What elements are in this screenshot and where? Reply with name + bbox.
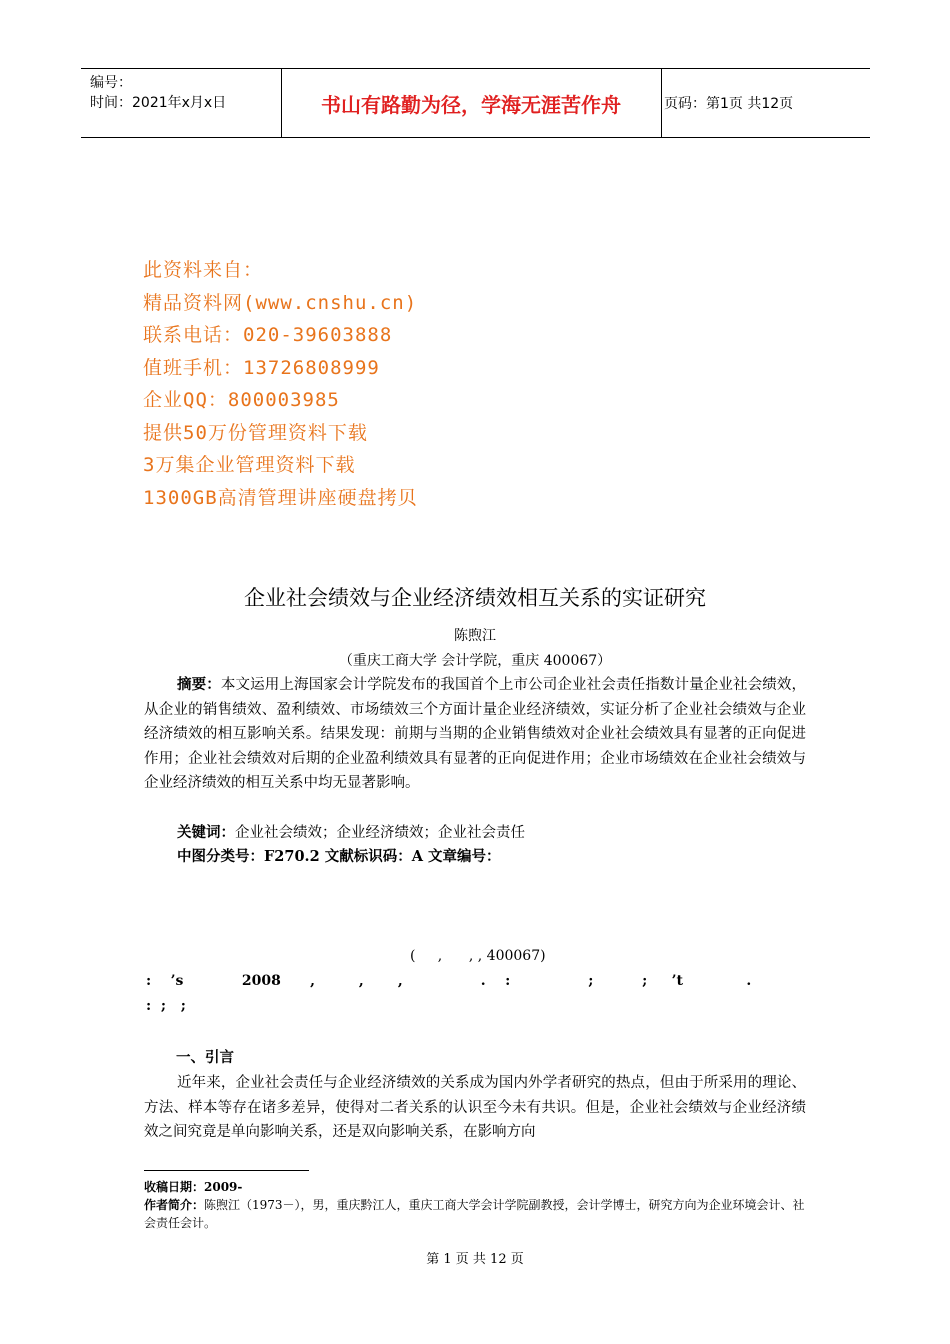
promo-line: 3万集企业管理资料下载	[143, 454, 356, 476]
promo-line: 1300GB高清管理讲座硬盘拷贝	[143, 486, 418, 509]
article-affiliation: （重庆工商大学 会计学院，重庆 400067）	[338, 653, 612, 669]
section-text: 近年来，企业社会责任与企业经济绩效的关系成为国内外学者研究的热点，但由于所采用的理论、方法、样本等存在诸多差异，使得对二者关系的认识至今未有共识。但是，企业社会绩效与企业经济绩效之间究竟是单向影响关系，还是双向影响关系，在影响方向	[144, 1075, 806, 1140]
abstract-label: 摘要：	[177, 676, 221, 693]
keywords-text: 企业社会绩效；企业经济绩效；企业社会责任	[235, 825, 525, 841]
footnote-bio-label: 作者简介：	[144, 1198, 205, 1212]
time-label: 时间：2021年x月x日	[90, 95, 227, 111]
abstract	[144, 673, 806, 796]
number-label: 编号：	[90, 75, 132, 91]
promo-line: 企业QQ：800003985	[143, 389, 340, 411]
promo-line: 精品资料网(www.cnshu.cn)	[143, 291, 418, 314]
section-heading: 一、引言	[176, 1049, 234, 1066]
keywords-label: 关键词：	[177, 824, 235, 841]
footnote-divider	[144, 1170, 309, 1171]
article-title: 企业社会绩效与企业经济绩效相互关系的实证研究	[244, 586, 706, 610]
keywords	[144, 821, 806, 846]
page-header	[81, 68, 870, 138]
footnote-bio	[144, 1196, 806, 1232]
promo-block	[143, 254, 418, 514]
header-page-info: 页码：第1页 共12页	[664, 96, 794, 112]
classification: 中图分类号：F270.2 文献标识码：A 文章编号：	[177, 848, 501, 865]
abstract-text: 本文运用上海国家会计学院发布的我国首个上市公司企业社会责任指数计量企业社会绩效，从企业的销售绩效、盈利绩效、市场绩效三个方面计量企业经济绩效，实证分析了企业社会绩效与企业经济绩效的相互影响关系。结果发现：前期与当期的企业销售绩效对企业社会绩效具有显著的正向促进作用；企业社会绩效对后期的企业盈利绩效具有显著的正向促进作用；企业市场绩效在企业社会绩效与企业经济绩效的相互关系中均无显著影响。	[144, 677, 807, 791]
header-motto: 书山有路勤为径，学海无涯苦作舟	[321, 92, 621, 117]
page-footer: 第 1 页 共 12 页	[426, 1252, 524, 1267]
english-abstract-fragment: : ’s 2008 , , , . : ; ; ’t .	[146, 973, 752, 989]
promo-line: 联系电话：020-39603888	[143, 324, 393, 346]
header-divider	[661, 69, 662, 137]
english-keywords-fragment: : ; ;	[146, 998, 186, 1014]
footnote-received: 收稿日期：2009-	[144, 1180, 243, 1194]
promo-line: 值班手机：13726808999	[143, 356, 380, 379]
header-meta	[90, 73, 226, 113]
article-author: 陈煦江	[454, 628, 496, 644]
promo-line: 提供50万份管理资料下载	[143, 421, 368, 444]
footnote-bio-text: 陈煦江（1973－），男，重庆黔江人，重庆工商大学会计学院副教授，会计学博士，研究方向为企业环境会计、社会责任会计。	[144, 1198, 805, 1230]
english-affiliation-fragment: ( , , , 400067)	[410, 948, 546, 964]
promo-line: 此资料来自：	[143, 259, 264, 281]
